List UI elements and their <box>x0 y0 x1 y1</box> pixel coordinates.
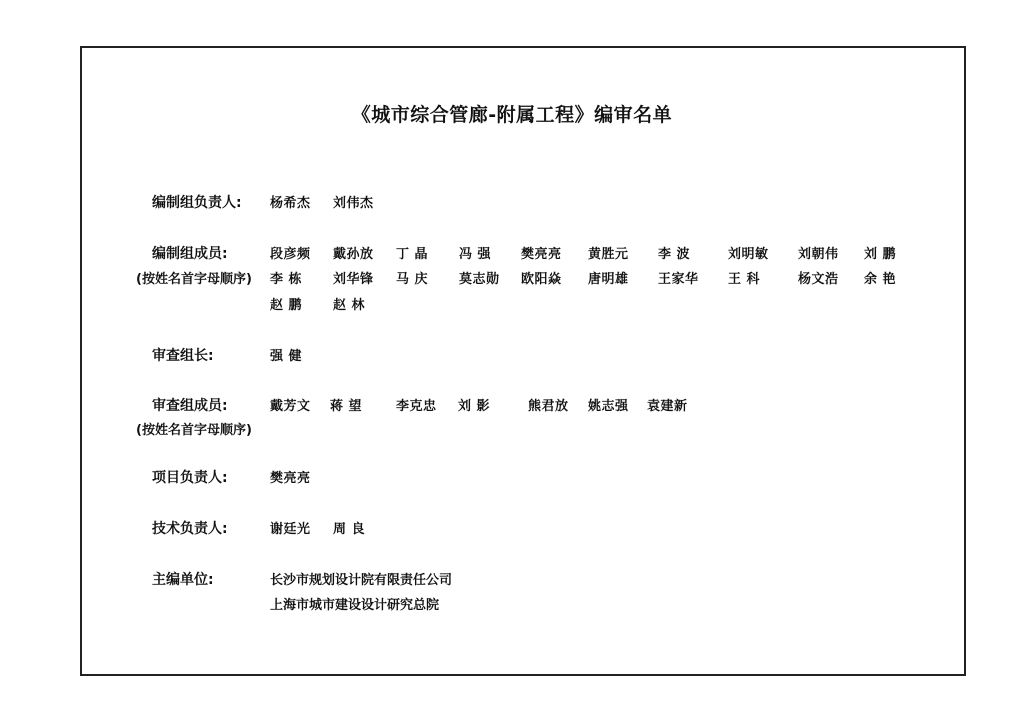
members-label: 编制组成员: <box>152 246 228 262</box>
tech-lead-name: 谢廷光 <box>270 522 311 537</box>
member-name: 余 艳 <box>864 272 897 287</box>
main-unit-name: 上海市城市建设设计研究总院 <box>270 598 440 613</box>
member-name: 刘华锋 <box>333 272 374 287</box>
member-name: 杨文浩 <box>798 272 839 287</box>
member-name: 赵 林 <box>333 298 366 313</box>
member-name: 段彦频 <box>270 247 311 262</box>
member-name: 王 科 <box>728 272 761 287</box>
member-name: 马 庆 <box>396 272 429 287</box>
member-name: 赵 鹏 <box>270 298 303 313</box>
member-name: 樊亮亮 <box>521 247 562 262</box>
tech-lead-label: 技术负责人: <box>152 521 228 537</box>
reviewer-name: 熊君放 <box>528 399 569 414</box>
member-name: 唐明雄 <box>588 272 629 287</box>
member-name: 冯 强 <box>459 247 492 262</box>
member-name: 李 波 <box>658 247 691 262</box>
main-unit-name: 长沙市规划设计院有限责任公司 <box>270 573 453 588</box>
main-units-label: 主编单位: <box>152 572 214 588</box>
review-lead-name: 强 健 <box>270 349 303 364</box>
reviewer-name: 李克忠 <box>396 399 437 414</box>
review-members-label: 审查组成员: <box>152 398 228 414</box>
member-name: 戴孙放 <box>333 247 374 262</box>
member-name: 莫志勋 <box>459 272 500 287</box>
member-name: 李 栋 <box>270 272 303 287</box>
review-members-sublabel: (按姓名首字母顺序) <box>136 423 252 438</box>
tech-lead-name: 周 良 <box>333 522 366 537</box>
lead-label: 编制组负责人: <box>152 195 242 211</box>
document-title: 《城市综合管廊-附属工程》编审名单 <box>351 104 673 126</box>
reviewer-name: 袁建新 <box>647 399 688 414</box>
project-lead-name: 樊亮亮 <box>270 471 311 486</box>
reviewer-name: 刘 影 <box>458 399 491 414</box>
member-name: 欧阳焱 <box>521 272 562 287</box>
member-name: 刘朝伟 <box>798 247 839 262</box>
project-lead-label: 项目负责人: <box>152 470 228 486</box>
member-name: 刘明敏 <box>728 247 769 262</box>
reviewer-name: 戴芳文 <box>270 399 311 414</box>
member-name: 刘 鹏 <box>864 247 897 262</box>
reviewer-name: 蒋 望 <box>330 399 363 414</box>
lead-name: 杨希杰 <box>270 196 311 211</box>
member-name: 王家华 <box>658 272 699 287</box>
members-sublabel: (按姓名首字母顺序) <box>136 272 252 287</box>
member-name: 丁 晶 <box>396 247 429 262</box>
lead-name: 刘伟杰 <box>333 196 374 211</box>
review-lead-label: 审查组长: <box>152 348 214 364</box>
member-name: 黄胜元 <box>588 247 629 262</box>
reviewer-name: 姚志强 <box>588 399 629 414</box>
